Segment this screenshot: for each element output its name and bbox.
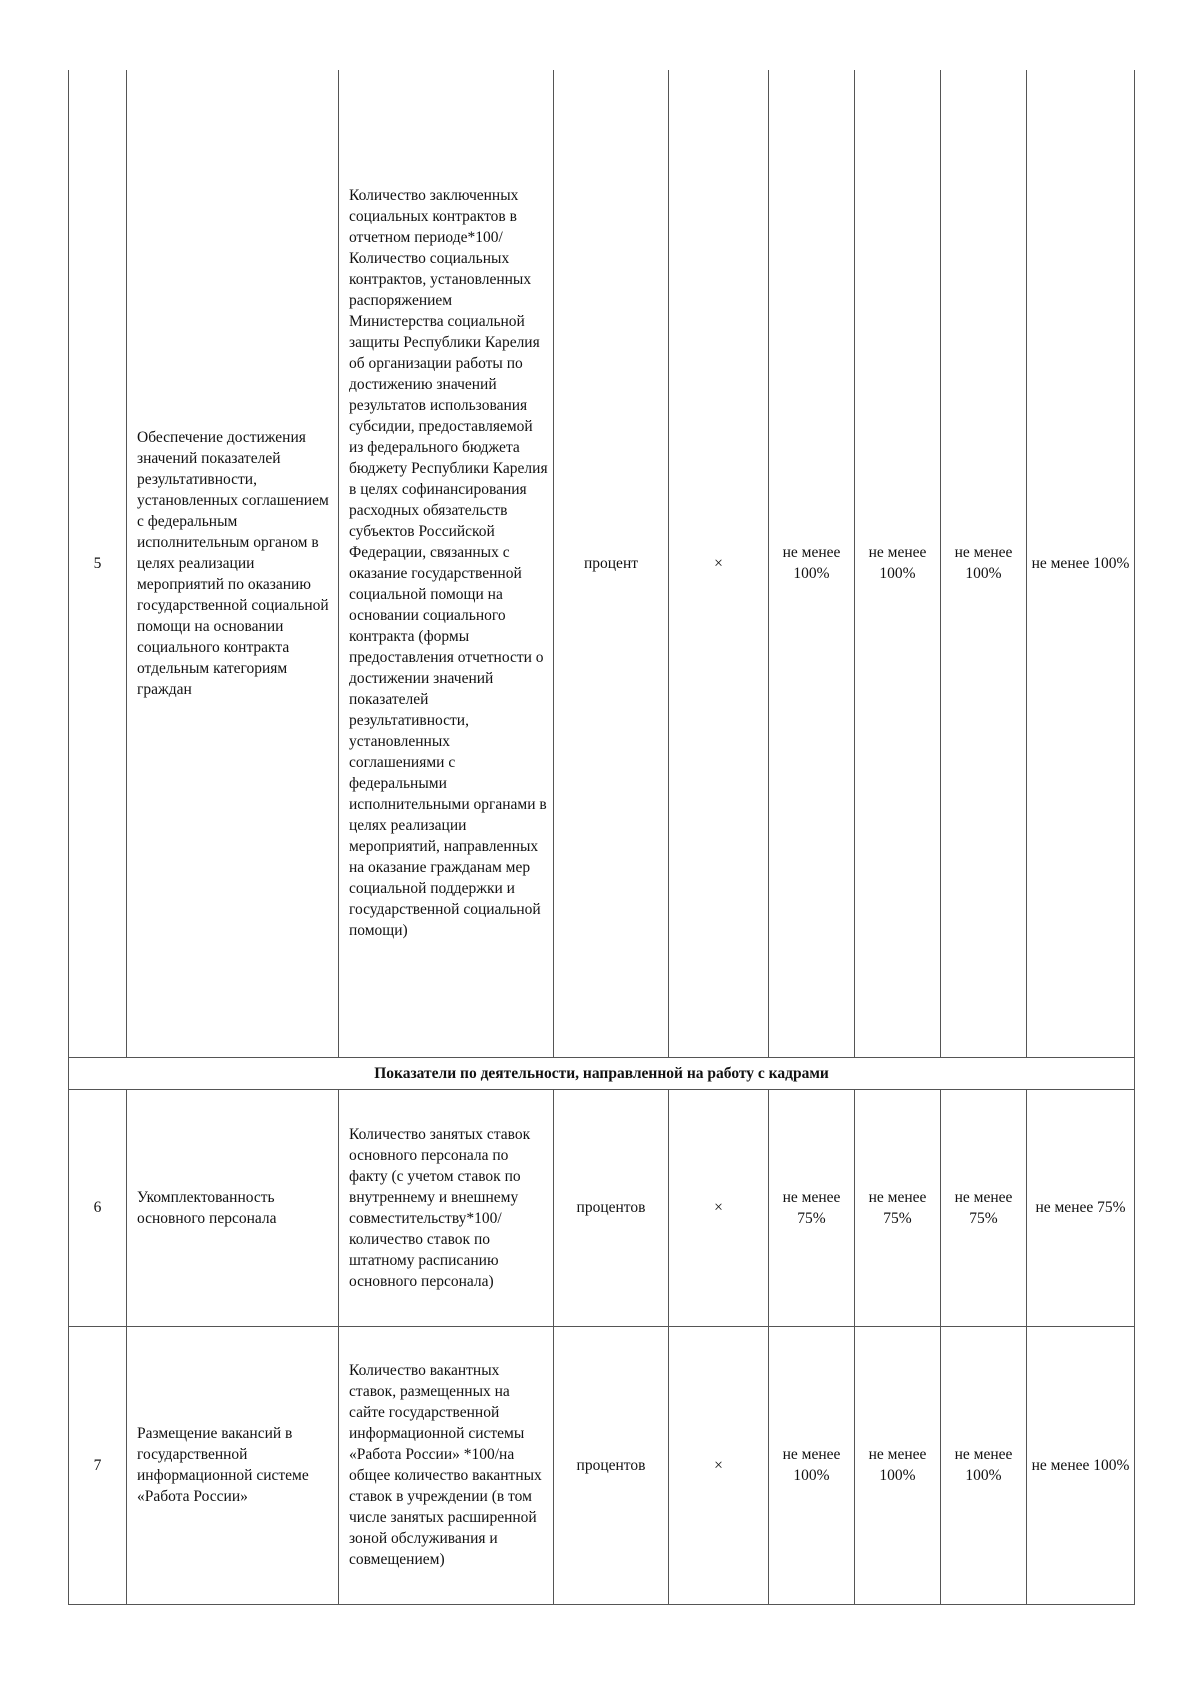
indicator-name: Размещение вакансий в государственной информационной системе «Работа России» bbox=[127, 1326, 339, 1604]
target-value-3: не менее 100% bbox=[941, 70, 1027, 1057]
target-value-4: не менее 100% bbox=[1027, 70, 1135, 1057]
calculation-formula: Количество занятых ставок основного персонала по факту (с учетом ставок по внутреннему и внешнему совместительству*100/количество ставок по штатному расписанию основного персонала) bbox=[339, 1089, 554, 1326]
target-value-2: не менее 100% bbox=[855, 1326, 941, 1604]
target-value-4: не менее 75% bbox=[1027, 1089, 1135, 1326]
row-number: 5 bbox=[69, 70, 127, 1057]
indicators-table bbox=[68, 70, 1135, 1605]
target-value-1: не менее 75% bbox=[769, 1089, 855, 1326]
table-row bbox=[69, 1089, 1135, 1326]
target-value-2: не менее 75% bbox=[855, 1089, 941, 1326]
target-value-3: не менее 100% bbox=[941, 1326, 1027, 1604]
indicator-name: Укомплектованность основного персонала bbox=[127, 1089, 339, 1326]
calculation-formula: Количество заключенных социальных контрактов в отчетном периоде*100/ Количество социальных контрактов, установленных распоряжением Министерства социальной защиты Республики Карелия об организации работы по достижению значений результатов использования субсидии, предоставляемой из федерального бюджета бюджету Республики Карелия в целях софинансирования расходных обязательств субъектов Российской Федерации, связанных с оказание государственной социальной помощи на основании социального контракта (формы предоставления отчетности о достижении значений показателей результативности, установленных соглашениями с федеральными исполнительными органами в целях реализации мероприятий, направленных на оказание гражданам мер социальной поддержки и государственной социальной помощи) bbox=[339, 70, 554, 1057]
base-value-mark: × bbox=[669, 1326, 769, 1604]
document-page bbox=[68, 70, 1134, 1605]
calculation-formula: Количество вакантных ставок, размещенных на сайте государственной информационной системы «Работа России» *100/на общее количество вакантных ставок в учреждении (в том числе занятых расширенной зоной обслуживания и совмещением) bbox=[339, 1326, 554, 1604]
target-value-1: не менее 100% bbox=[769, 70, 855, 1057]
indicator-name: Обеспечение достижения значений показателей результативности, установленных соглашением с федеральным исполнительным органом в целях реализации мероприятий по оказанию государственной социальной помощи на основании социального контракта отдельным категориям граждан bbox=[127, 70, 339, 1057]
table-row bbox=[69, 70, 1135, 1057]
table-row bbox=[69, 1326, 1135, 1604]
row-number: 6 bbox=[69, 1089, 127, 1326]
unit-of-measure: процент bbox=[554, 70, 669, 1057]
row-number: 7 bbox=[69, 1326, 127, 1604]
section-header-row bbox=[69, 1057, 1135, 1089]
base-value-mark: × bbox=[669, 1089, 769, 1326]
base-value-mark: × bbox=[669, 70, 769, 1057]
target-value-4: не менее 100% bbox=[1027, 1326, 1135, 1604]
target-value-3: не менее 75% bbox=[941, 1089, 1027, 1326]
unit-of-measure: процентов bbox=[554, 1326, 669, 1604]
target-value-1: не менее 100% bbox=[769, 1326, 855, 1604]
unit-of-measure: процентов bbox=[554, 1089, 669, 1326]
target-value-2: не менее 100% bbox=[855, 70, 941, 1057]
section-title: Показатели по деятельности, направленной на работу с кадрами bbox=[69, 1057, 1135, 1089]
